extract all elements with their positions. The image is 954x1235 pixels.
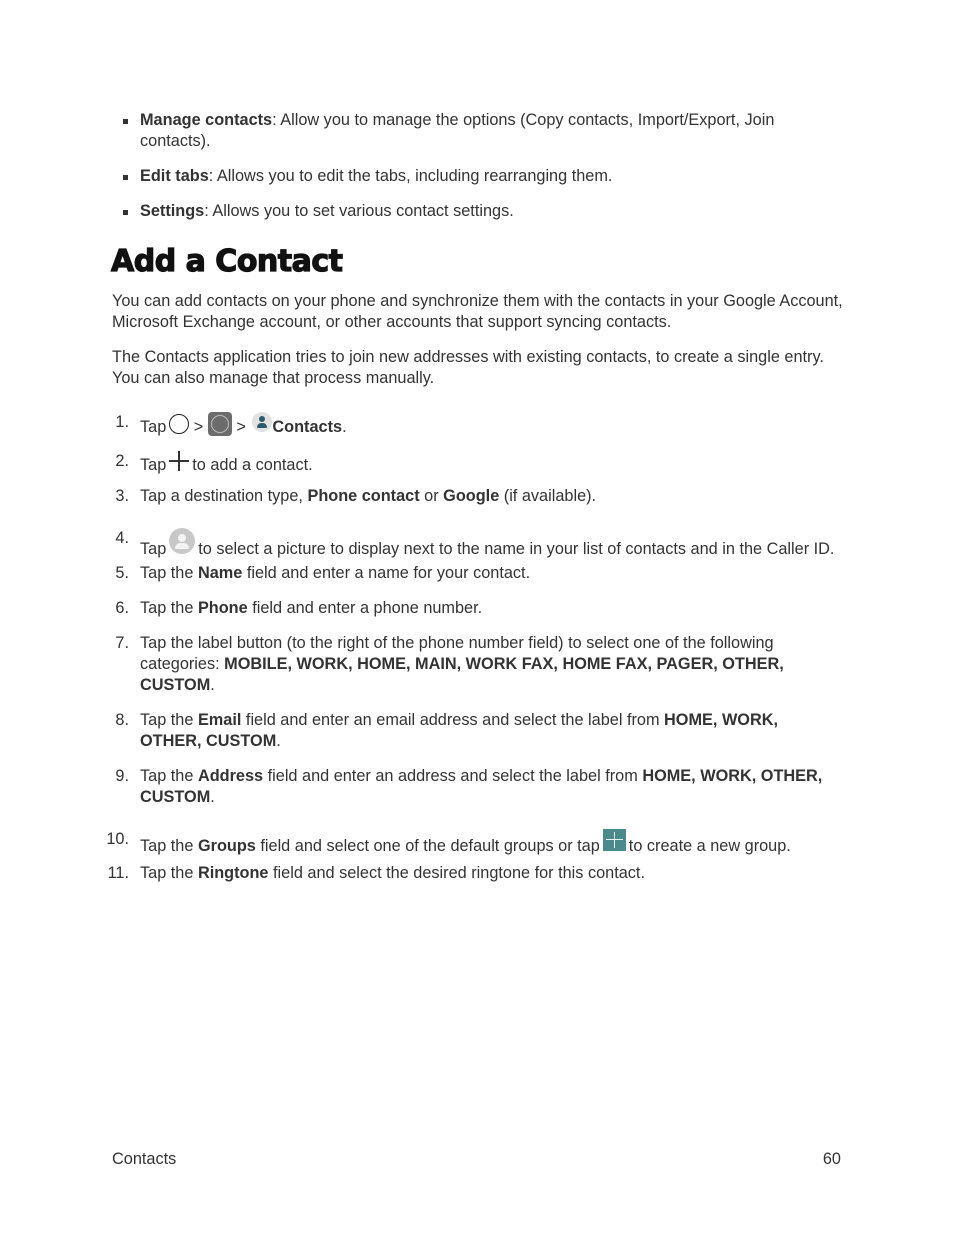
bullet-settings	[113, 201, 843, 222]
step-text-part: .	[342, 418, 347, 436]
step-text-part: .	[276, 732, 281, 750]
step-text	[140, 633, 830, 696]
bullet-marker	[123, 210, 128, 215]
step-text-part: Tap	[140, 418, 167, 436]
step-text	[140, 598, 845, 619]
step-text-part: Tap the	[140, 564, 198, 582]
step-bold: Name	[197, 564, 243, 582]
step-text-part: Tap	[140, 456, 167, 474]
step-text-part: .	[210, 676, 215, 694]
bullet-text: : Allows you to edit the tabs, including rearranging them.	[208, 167, 613, 185]
step-text-part: .	[210, 788, 215, 806]
step-number: 2.	[115, 452, 129, 470]
step-bold: Ringtone	[197, 864, 269, 882]
plus-icon	[169, 451, 189, 471]
step-number: 3.	[115, 487, 129, 505]
step-text-part: field and enter an address and select the label from	[263, 767, 643, 785]
bullet-marker	[123, 175, 128, 180]
bullet-marker	[123, 119, 128, 124]
options-bullet-list	[113, 110, 843, 236]
step-text-part: to create a new group.	[628, 837, 791, 855]
step-text-part: field and enter a name for your contact.	[242, 564, 531, 582]
contacts-label: Contacts	[272, 418, 343, 436]
step-number: 4.	[115, 529, 129, 547]
step-text	[140, 412, 845, 438]
step-text-part: or	[419, 487, 444, 505]
bullet-manage-contacts	[113, 110, 843, 152]
step-bold: Phone contact	[307, 487, 420, 505]
join-paragraph: The Contacts application tries to join new addresses with existing contacts, to create a single entry. You can also manage that process manually.	[112, 348, 824, 387]
step-text-part: Tap	[140, 540, 167, 558]
step-text	[140, 486, 845, 507]
step-bold: Groups	[197, 837, 256, 855]
step-text-part: to select a picture to display next to the name in your list of contacts and in the Caller ID.	[198, 540, 835, 558]
bullet-text: : Allow you to manage the options (Copy contacts, Import/Export, Join contacts).	[140, 111, 775, 150]
step-text-part: field and enter an email address and select the label from	[241, 711, 665, 729]
bullet-text: : Allows you to set various contact settings.	[204, 202, 514, 220]
step-bold: Google	[443, 487, 500, 505]
section-heading: Add a Contact	[111, 244, 343, 279]
step-text	[140, 528, 860, 560]
step-text	[140, 710, 820, 752]
footer-page-number: 60	[822, 1150, 841, 1168]
step-text-part: Tap the label button (to the right of the phone number field) to select one of the following categories:	[140, 634, 774, 673]
step-number: 9.	[115, 767, 129, 785]
step-bold: HOME, WORK, OTHER, CUSTOM	[140, 767, 823, 806]
bullet-term: Settings	[140, 202, 205, 220]
apps-icon	[208, 412, 232, 436]
step-bold: MOBILE, WORK, HOME, MAIN, WORK FAX, HOME FAX, PAGER, OTHER, CUSTOM	[140, 655, 784, 694]
step-number: 7.	[115, 634, 129, 652]
step-number: 6.	[115, 599, 129, 617]
add-photo-icon	[169, 528, 195, 554]
step-number: 5.	[115, 564, 129, 582]
bullet-term: Manage contacts	[140, 111, 273, 129]
add-group-icon	[603, 829, 626, 851]
separator: >	[236, 418, 246, 436]
separator: >	[193, 418, 204, 436]
step-text	[140, 829, 845, 857]
step-text-part: Tap the	[140, 711, 198, 729]
step-number: 1.	[115, 413, 129, 431]
intro-paragraph: You can add contacts on your phone and synchronize them with the contacts in your Google Account, Microsoft Exchange account, or other accounts that support syncing contacts.	[112, 292, 843, 331]
step-text-part: Tap the	[140, 767, 198, 785]
step-text-part: Tap a destination type,	[140, 487, 308, 505]
step-text	[140, 766, 845, 808]
step-bold: Phone	[197, 599, 248, 617]
bullet-edit-tabs	[113, 166, 843, 187]
step-text-part: (if available).	[499, 487, 597, 505]
step-text	[140, 863, 845, 884]
step-text-part: field and select one of the default groups or tap	[255, 837, 600, 855]
step-number: 11.	[107, 864, 129, 882]
contacts-icon	[252, 412, 272, 432]
step-text-part: to add a contact.	[192, 456, 313, 474]
step-text	[140, 563, 845, 584]
step-text-part: Tap the	[140, 864, 198, 882]
bullet-term: Edit tabs	[140, 167, 209, 185]
step-text-part: Tap the	[140, 837, 198, 855]
step-bold: Email	[197, 711, 242, 729]
home-icon	[169, 414, 189, 434]
step-text-part: field and select the desired ringtone for this contact.	[268, 864, 645, 882]
step-number: 8.	[115, 711, 129, 729]
step-bold: HOME, WORK, OTHER, CUSTOM	[140, 711, 779, 750]
step-number: 10.	[106, 830, 129, 848]
step-text-part: Tap the	[140, 599, 198, 617]
step-text-part: field and enter a phone number.	[247, 599, 483, 617]
footer-section-name: Contacts	[112, 1150, 177, 1168]
step-bold: Address	[197, 767, 264, 785]
step-text	[140, 451, 845, 476]
